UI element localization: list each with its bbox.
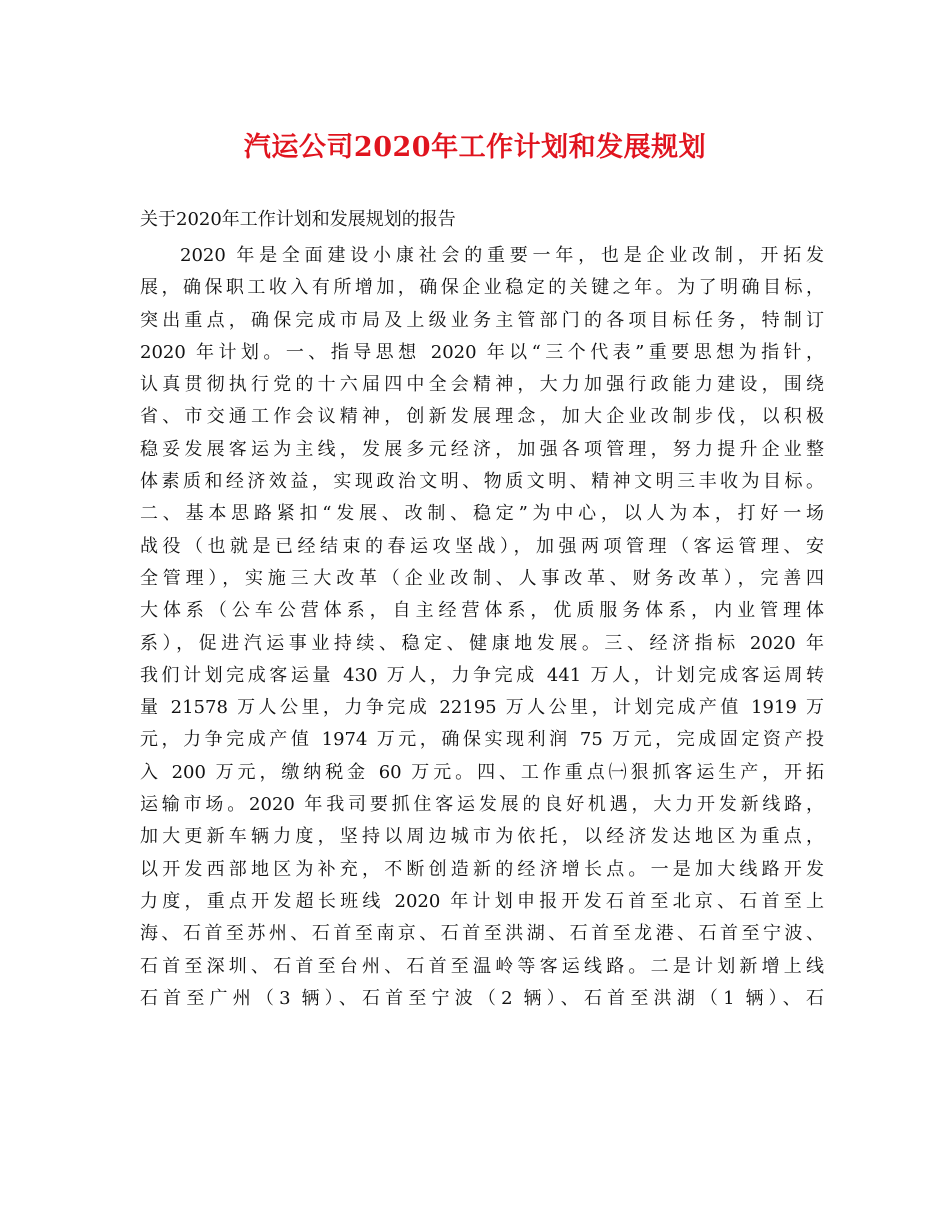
body-line: 2020 年计划。一、指导思想 2020 年以“三个代表”重要思想为指针，	[140, 341, 824, 363]
body-line: 元，力争完成产值 1974 万元，确保实现利润 75 万元，完成固定资产投	[140, 729, 824, 751]
body-line: 量 21578 万人公里，力争完成 22195 万人公里，计划完成产值 1919 万	[140, 697, 824, 719]
document-body	[140, 240, 824, 1015]
body-line: 运输市场。2020 年我司要抓住客运发展的良好机遇，大力开发新线路，	[140, 794, 824, 816]
body-line: 稳妥发展客运为主线，发展多元经济，加强各项管理，努力提升企业整	[140, 438, 824, 460]
body-line: 2020 年是全面建设小康社会的重要一年，也是企业改制，开拓发	[180, 245, 824, 266]
body-line: 展，确保职工收入有所增加，确保企业稳定的关键之年。为了明确目标，	[140, 277, 824, 299]
body-line: 省、市交通工作会议精神，创新发展理念，加大企业改制步伐，以积极	[140, 406, 824, 428]
body-line: 以开发西部地区为补充，不断创造新的经济增长点。一是加大线路开发	[140, 858, 824, 880]
body-line: 力度，重点开发超长班线 2020 年计划申报开发石首至北京、石首至上	[140, 890, 824, 912]
body-line: 我们计划完成客运量 430 万人，力争完成 441 万人，计划完成客运周转	[140, 664, 824, 686]
body-line: 海、石首至苏州、石首至南京、石首至洪湖、石首至龙港、石首至宁波、	[140, 923, 824, 945]
body-line: 石首至广州（3 辆）、石首至宁波（2 辆）、石首至洪湖（1 辆）、石	[140, 987, 824, 1009]
body-line: 战役（也就是已经结束的春运攻坚战），加强两项管理（客运管理、安	[140, 535, 824, 557]
body-line: 体素质和经济效益，实现政治文明、物质文明、精神文明三丰收为目标。	[140, 471, 824, 493]
body-line: 加大更新车辆力度，坚持以周边城市为依托，以经济发达地区为重点，	[140, 826, 824, 848]
body-line: 系），促进汽运事业持续、稳定、健康地发展。三、经济指标 2020 年	[140, 632, 824, 654]
body-line: 大体系（公车公营体系，自主经营体系，优质服务体系，内业管理体	[140, 600, 824, 622]
body-line: 入 200 万元，缴纳税金 60 万元。四、工作重点㈠狠抓客运生产，开拓	[140, 761, 824, 783]
body-line: 二、基本思路紧扣“发展、改制、稳定”为中心，以人为本，打好一场	[140, 503, 824, 525]
body-line: 突出重点，确保完成市局及上级业务主管部门的各项目标任务，特制订	[140, 309, 824, 331]
document-title: 汽运公司2020年工作计划和发展规划	[243, 132, 707, 163]
body-line: 认真贯彻执行党的十六届四中全会精神，大力加强行政能力建设，围绕	[140, 374, 824, 396]
document-subtitle: 关于2020年工作计划和发展规划的报告	[140, 209, 456, 230]
body-line: 石首至深圳、石首至台州、石首至温岭等客运线路。二是计划新增上线	[140, 955, 824, 977]
body-line: 全管理），实施三大改革（企业改制、人事改革、财务改革），完善四	[140, 567, 824, 589]
